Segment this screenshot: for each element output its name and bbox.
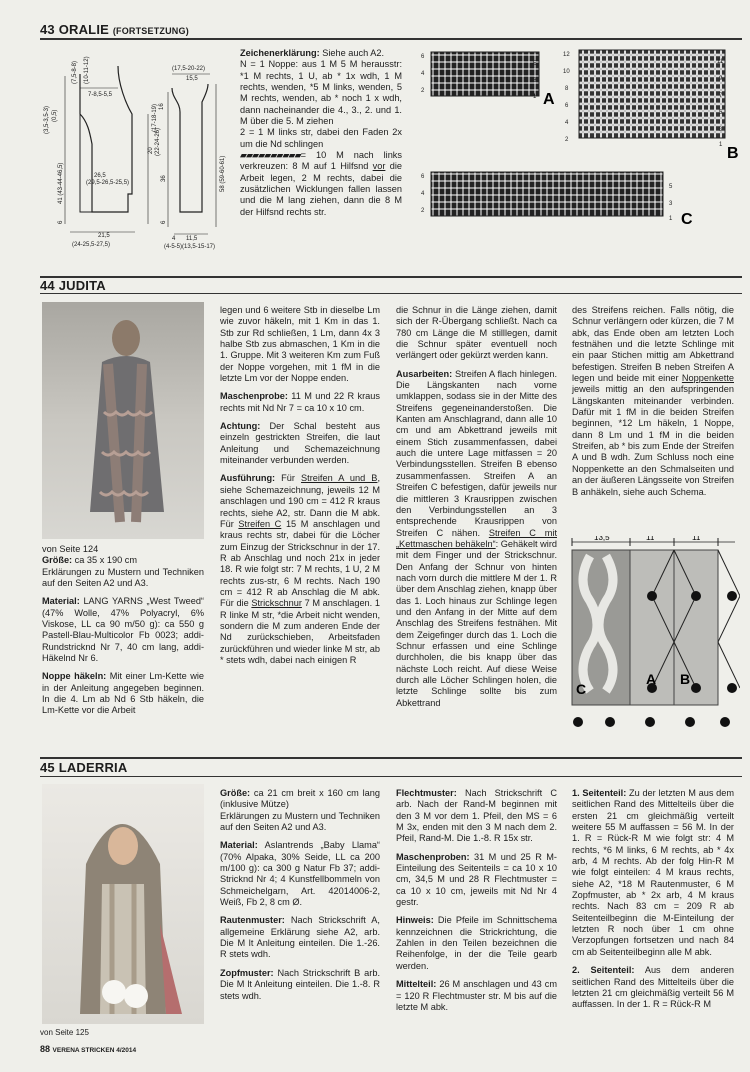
chart-b-label: B [727, 145, 739, 162]
svg-text:8: 8 [565, 86, 569, 92]
section-divider [40, 38, 742, 40]
schema-width-c: 13,5 [594, 536, 610, 542]
schema-width-a: 11 [646, 536, 655, 542]
oralie-sleeve-schematic [150, 62, 230, 254]
pattern-number: 45 [40, 760, 55, 775]
dim-height-main: 41 (43-44-46,5) [58, 162, 64, 204]
svg-text:2: 2 [565, 137, 569, 143]
oralie-legend: Zeichenerklärung: Siehe auch A2. N = 1 Noppe: aus 1 M 5 M herausstr: *1 M rechts, 1 U, ab * 1x wdh, 1 M rechts, wenden, *5 M links, wenden, 5 M rechts, wenden, ab * noch 1 x wdh, dann nacheinander die 4., 3., 2. und 1. M über die 5. M ziehen 2 = 1 M links str, dabei den Faden 2x um die Nd schlingen ▰▰▰▰▰▰▰▰▰▰= 10 M nach links verkreuzen: 8 M auf 1 Hilfsnd vor die Arbeit legen, 2 M rechts, dabei die zusätzlichen Wicklungen fallen lassen und die M lang ziehen, dann die 8 M der Hilfsnd rechts str. [240, 48, 402, 217]
judita-column-2: legen und 6 weitere Stb in dieselbe Lm wie zuvor häkeln, mit 1 Km in das 1. Stb zur Rd schließen, 1 Lm, dann 4x 3 halbe Stb zus abmaschen, 1 Km in die 1. Gruppe. Mit 3 weiteren Km zum Fuß der Noppe vorgehen, mit 1 fM in die letzte Lm vor der Noppe enden. Maschenprobe: 11 M und 22 R kraus rechts mit Nd Nr 7 = ca 10 x 10 cm. Achtung: Der Schal besteht aus einzeln gestrickten Streifen, die laut Anleitung und Schemazeichnung miteinander verbunden werden. Ausführung: Für Streifen A und B, siehe Schemazeichnung, jeweils 12 M anschlagen und 190 cm = 412 R kraus rechts, siehe A2, str. Dann die M abk. Für Streifen C 15 M anschlagen und kraus rechts str, dabei für die Löcher zum Einzug der Strickschnur in der 17. R ab Anschlag und noch 21x in jeder 18. R wie folgt str: 7 M rechts, 1 U, 2 M rechts zus-str, 6 M rechts. Nach 190 cm = 412 R ab Anschlag die M abk. Für die Strickschnur 7 M anschlagen. 1 R linke M str, *die Arbeit nicht wenden, sondern die M zum anderen Ende der Nd zurückschieben, Arbeitsfaden zurückführen und wieder linke M str, ab * stets wdh, dabei nach einigen R [220, 305, 381, 665]
schema-width-b: 11 [692, 536, 701, 542]
section-44-title [40, 278, 106, 293]
dim-height-right-2: (22-24-26) [155, 127, 161, 156]
svg-text:6: 6 [421, 54, 425, 60]
cable-symbol: ▰▰▰▰▰▰▰▰▰▰ [240, 150, 301, 161]
page-number: 88 [40, 1044, 51, 1054]
dim-sleeve-side: (17-18-19) [152, 103, 158, 132]
svg-text:1: 1 [719, 142, 723, 148]
chart-b-row-labels-left [563, 52, 570, 143]
pattern-number: 44 [40, 278, 55, 293]
pattern-name: ORALIE [58, 22, 109, 37]
chart-a-row-labels-left [421, 54, 425, 94]
laderria-photo [42, 784, 204, 1024]
dim-width-mid: 7-8,5-5,5 [88, 92, 113, 98]
dim-height-low: 6 [58, 220, 64, 224]
dim-sleeve-low: 6 [161, 220, 167, 224]
dim-sleeve-right: 58 (59-60-61) [220, 155, 226, 192]
svg-text:6: 6 [421, 174, 425, 180]
section-divider [40, 757, 742, 759]
svg-text:10: 10 [563, 69, 570, 75]
svg-text:1: 1 [669, 216, 673, 222]
svg-text:2: 2 [421, 208, 425, 214]
svg-text:4: 4 [565, 120, 569, 126]
dim-sleeve-n: 4 [172, 236, 176, 242]
laderria-column-3: Flechtmuster: Nach Strickschrift C arb. Nach der Rand-M beginnen mit den 3 M vor dem 1. Pfeil, den MS = 6 M 3x, enden mit den 3 M nach dem 2. Pfeil, Rand-M. Die 1.-8. R 15x str. Maschenproben: 31 M und 25 R M-Einteilung des Seitenteils = ca 10 x 10 cm, 34,5 M und 28 R Flechtmuster = ca 10 x 10 cm, jeweils mit Nd Nr 4 gestr. Hinweis: Die Pfeile im Schnittschema kennzeichnen die Strickrichtung, die Zahlen in den Teilen bezeichnen die Reihenfolge, in der die Teile gearb werden. Mittelteil: 26 M anschlagen und 43 cm = 120 R Flechtmuster str. M bis auf die letzte M abk. [396, 788, 557, 1012]
section-43-title [40, 22, 189, 37]
schema-label-a: A [646, 671, 657, 687]
svg-text:3: 3 [719, 127, 723, 133]
dim-sleeve-bottom-2: (4-5-5)(13,5-15-17) [164, 244, 216, 250]
dim-width-top: (7,5-8-8) [72, 60, 78, 84]
judita-column-4: des Streifens reichen. Falls nötig, die Schnur verlängern oder kürzen, die 7 M abk, das Ende oben am letzten Loch festnähen und die letzte Schlinge mit ein paar Stichen mittig am Abkettrand befestigen. Streifen B neben Streifen A legen und beide mit einer Noppenkette jeweils mittig an den aufspringenden Längskanten miteinander verbinden. Dafür mit 1 fM in die beiden Streifen beginnen, *12 Lm häkeln, 1 Noppe, dann 8 Lm und 1 fM in die beiden Streifen, ab * bis zum Ende der Streifen A und B wdh. Zum Schluss noch eine Noppenkette an den Schmalseiten und an der äußeren Längsseite von Streifen B anhäkeln, siehe auch Schema. [572, 305, 734, 497]
svg-text:4: 4 [421, 71, 425, 77]
svg-text:12: 12 [563, 52, 570, 58]
svg-text:4: 4 [421, 191, 425, 197]
page-footer [40, 1044, 136, 1054]
judita-scarf-schema [570, 536, 740, 741]
chart-a-label: A [543, 91, 555, 108]
dim-height-sleeve-2: (0,5) [52, 109, 58, 122]
svg-text:5: 5 [669, 184, 673, 190]
section-divider [40, 276, 742, 278]
dim-height-right: 20 [148, 147, 154, 154]
pattern-subtitle: (FORTSETZUNG) [112, 26, 189, 36]
magazine-name: VERENA STRICKEN 4/2014 [52, 1047, 137, 1054]
dim-width-top-2: (10-11-12) [84, 56, 90, 84]
svg-text:11: 11 [717, 59, 724, 65]
chart-c-row-labels-right [669, 184, 673, 222]
svg-text:3: 3 [533, 78, 537, 84]
oralie-front-schematic [40, 44, 162, 254]
chart-a-grid [431, 52, 539, 96]
dim-sleeve-bottom: 11,5 [186, 236, 198, 242]
chart-b-grid [579, 50, 725, 138]
dim-sleeve-top-2: 15,5 [186, 76, 198, 82]
section-divider [40, 293, 742, 294]
knitting-charts [415, 48, 750, 238]
laderria-column-2: Größe: ca 21 cm breit x 160 cm lang (inklusive Mütze) Erklärungen zu Mustern und Techniken auf den Seiten A2 und A3. Material: Aslantrends „Baby Llama“ (70% Alpaka, 30% Seide, LL ca 200 m/100 g): ca 300 g Natur Fb 37; addi-Stricknd Nr 4; 4 Kunstfellbommeln von Schmeichelgarn, Art. 42014006-2, Weiß, Fb 2, 8 cm Ø. Rautenmuster: Nach Strickschrift A, allgemeine Erklärung siehe A2, arb. Die M lt Anleitung einteilen. Die 1.-26. R stets wdh. Zopfmuster: Nach Strickschrift B arb. Die M lt Anleitung einteilen. Die 1.-8. R stets wdh. [220, 788, 380, 1001]
dim-sleeve-top: (17,5-20-22) [172, 66, 206, 72]
svg-text:6: 6 [565, 103, 569, 109]
pattern-name: LADERRIA [58, 760, 128, 775]
dim-sleeve-main: 36 [161, 175, 167, 182]
model-illustration [42, 302, 204, 539]
judita-column-1: von Seite 124 Größe: ca 35 x 190 cm Erklärungen zu Mustern und Techniken auf den Seiten A2 und A3. Material: LANG YARNS „West Tweed“ (47% Wolle, 47% Polyacryl, 6% Viskose, LL ca 90 m/50 g): ca 550 g Pastell-Blau-Multicolor Fb 0023; addi-Rundstricknd Nr 7, 40 cm lang, addi-Häkelnd Nr 6. Noppe häkeln: Mit einer Lm-Kette wie in der Anleitung angegeben beginnen. In die 4. Lm ab Nd 6 Stb häkeln, die Lm-Kette vor die Arbeit [42, 544, 204, 716]
section-divider [40, 776, 742, 777]
svg-text:5: 5 [533, 61, 537, 67]
section-45-title [40, 760, 127, 775]
svg-text:9: 9 [719, 76, 723, 82]
dim-width-bottom: 21,5 [98, 233, 110, 239]
schema-label-b: B [680, 671, 691, 687]
model-illustration [42, 784, 204, 1024]
chart-c-grid [431, 172, 663, 216]
dim-height-sleeve: (3,5-3,5-3) [44, 105, 50, 134]
dim-sleeve-side-2: 16 [159, 103, 165, 110]
dim-width-bottom-2: (24-25,5-27,5) [72, 242, 111, 248]
svg-text:7: 7 [719, 93, 723, 99]
svg-text:2: 2 [421, 88, 425, 94]
svg-text:3: 3 [669, 201, 673, 207]
pattern-name: JUDITA [58, 278, 106, 293]
schema-label-c: C [576, 681, 587, 697]
chart-c-label: C [681, 211, 693, 228]
judita-photo [42, 302, 204, 539]
svg-text:1: 1 [533, 94, 537, 100]
svg-text:5: 5 [719, 110, 723, 116]
dim-width-low-2: (29,5-26,5-25,5) [86, 180, 130, 186]
chart-c-row-labels-left [421, 174, 425, 214]
judita-column-3: die Schnur in die Länge ziehen, damit sich der R-Übergang schließt. Nach ca 780 cm Länge die M stilllegen, damit die Schnur später eventuell noch verlängert oder gekürzt werden kann. Ausarbeiten: Streifen A flach hinlegen. Die Längskanten nach vorne umklappen, sodass sie in der Mitte des Streifens gegeneinanderstoßen. Die Kanten am Anschlagrand, dann alle 10 cm und am Abkettrand jeweils mit einem Stich zusammenfassen, dabei auch die untere Lage mitfassen = 20 Verbindungsstellen. Streifen B ebenso zusammenfassen. Streifen A an Streifen C befestigen, dafür jeweils nur die mittleren 3 Krausrippen zwischen den Verbindungsstellen an 3 entsprechende Krausrippen von Streifen C nähen. Streifen C mit „Kettmaschen behäkeln“: Gehäkelt wird mit dem Finger und der Strickschnur. Den Anfang der Schnur von hinten nach vorn durch die mittlere M der 1. R über dem Anschlag ziehen, knapp über das 1. Loch hinaus zur Schlinge legen und den Anfang in der Mitte auf dem Anschlag des Streifens festnähen. Mit dem Zeigefinger durch das 1. Loch die Schnur erfassen und eine Schlinge durchholen, die bis knapp über das nächste Loch reicht. Auf diese Weise durch alle Löcher Schlingen holen, die letzte Schlinge sollte bis zum Abkettrand [396, 305, 557, 708]
pattern-number: 43 [40, 22, 55, 37]
laderria-from-page: von Seite 125 [40, 1028, 89, 1037]
laderria-column-4: 1. Seitenteil: Zu der letzten M aus dem seitlichen Rand des Mittelteils über die ersten 21 cm gleichmäßig verteilt weitere 55 M auffassen = 56 M. In der 1. R = Rück-R M wie folgt str: 4 M rechts, *6 M links, 6 M rechts, ab * 4x arb, 4 M rechts. Ab der folg Hin-R M wie folgt einteilen: 4 M kraus rechts, siehe A2, *18 M Rautenmuster, 6 M Zopfmuster, ab * 2x arb, 4 M kraus rechts. Nach 83 cm = 209 R ab Seitenteilbeginn die M-Einteilung der letzten R noch über 1 cm ohne Verzopfungen fortsetzen und nach 84 cm ab Seitenteilbeginn alle M abk. 2. Seitenteil: Aus dem anderen seitlichen Rand des Mittelteils über die letzten 21 cm gleichmäßig verteilt 56 M auffassen. In der 1. R = Rück-R M [572, 788, 734, 1010]
dim-width-low: 26,5 [94, 173, 106, 179]
